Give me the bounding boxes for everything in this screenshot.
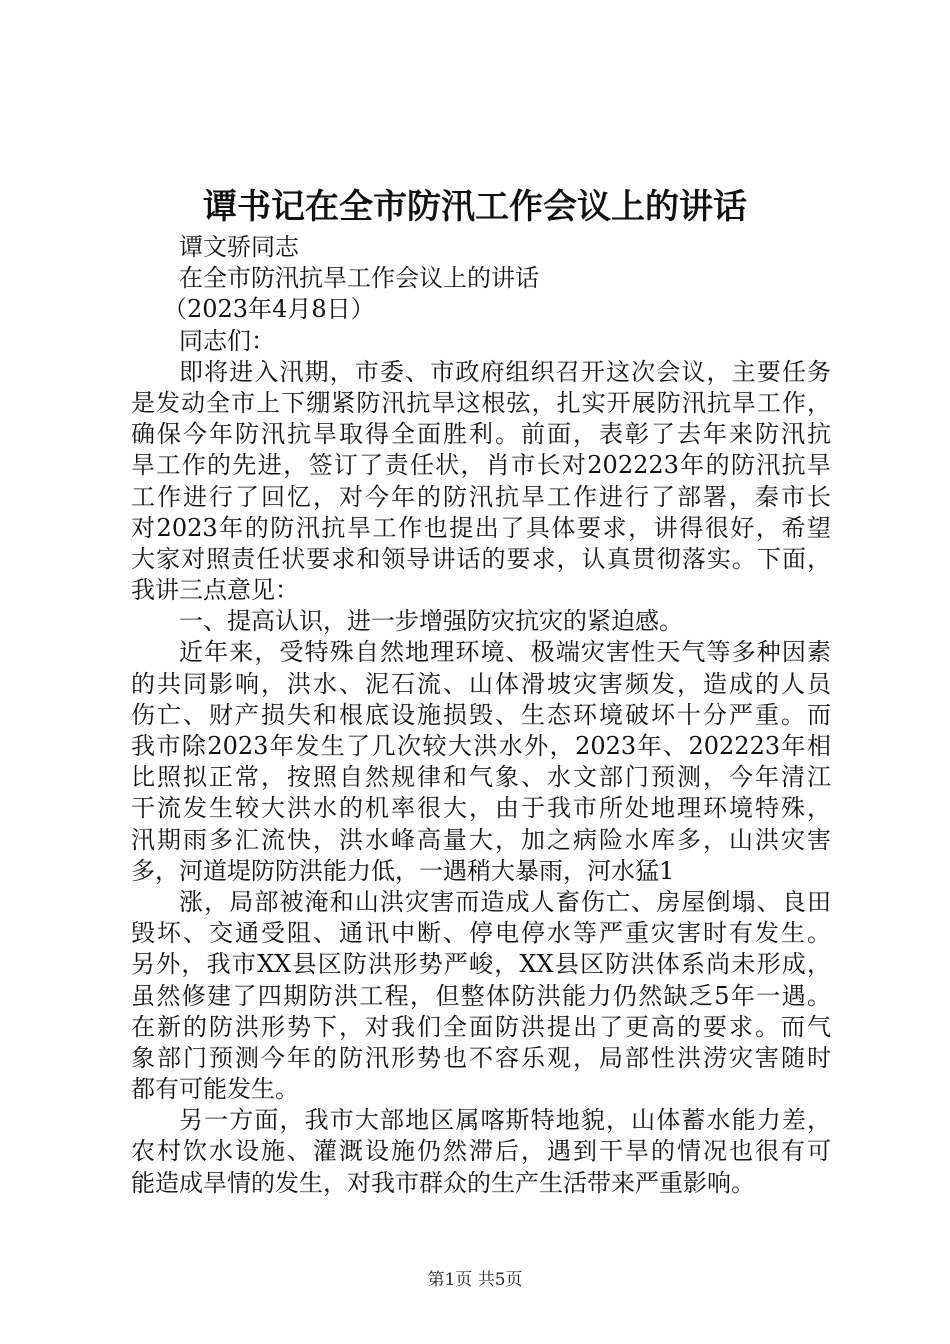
paragraph-line: 在新的防洪形势下，对我们全面防洪提出了更高的要求。而气 <box>131 1012 831 1041</box>
paragraph-line: 汛期雨多汇流快，洪水峰高量大，加之病险水库多，山洪灾害 <box>131 825 831 854</box>
speaker-line: 谭文骄同志 <box>179 233 299 261</box>
paragraph-line: 伤亡、财产损失和根底设施损毁、生态环境破坏十分严重。而 <box>131 700 831 729</box>
paragraph-line: 干流发生较大洪水的机率很大，由于我市所处地理环境特殊， <box>131 794 831 823</box>
paragraph-line: 我讲三点意见： <box>131 576 299 605</box>
paragraph-line: 的共同影响，洪水、泥石流、山体滑坡灾害频发，造成的人员 <box>131 669 831 698</box>
paragraph-line: 涨，局部被淹和山洪灾害而造成人畜伤亡、房屋倒塌、良田 <box>179 887 831 916</box>
paragraph-line: 即将进入汛期，市委、市政府组织召开这次会议，主要任务 <box>179 357 831 386</box>
salutation: 同志们： <box>179 326 275 355</box>
paragraph-line: 是发动全市上下绷紧防汛抗旱这根弦，扎实开展防汛抗旱工作， <box>131 388 831 417</box>
paragraph-line: 能造成旱情的发生，对我市群众的生产生活带来严重影响。 <box>131 1168 755 1197</box>
paragraph-line: 另外，我市XX县区防洪形势严峻，XX县区防洪体系尚未形成， <box>131 950 831 979</box>
paragraph-line: 确保今年防汛抗旱取得全面胜利。前面，表彰了去年来防汛抗 <box>131 420 831 449</box>
paragraph-line: 近年来，受特殊自然地理环境、极端灾害性天气等多种因素 <box>179 638 831 667</box>
page-footer: 第1页 共5页 <box>427 1270 523 1290</box>
section-heading: 一、提高认识，进一步增强防灾抗灾的紧迫感。 <box>179 607 683 636</box>
speech-subtitle: 在全市防汛抗旱工作会议上的讲话 <box>179 264 539 293</box>
paragraph-line: 农村饮水设施、灌溉设施仍然滞后，遇到干旱的情况也很有可 <box>131 1137 831 1166</box>
document-body <box>131 232 831 1199</box>
document-title: 谭书记在全市防汛工作会议上的讲话 <box>203 187 747 227</box>
paragraph-line: 旱工作的先进，签订了责任状，肖市长对202223年的防汛抗旱 <box>131 451 831 480</box>
paragraph-line: 比照拟正常，按照自然规律和气象、水文部门预测，今年清江 <box>131 763 831 792</box>
paragraph-line: 毁坏、交通受阻、通讯中断、停电停水等严重灾害时有发生。 <box>131 919 831 948</box>
paragraph-line: 工作进行了回忆，对今年的防汛抗旱工作进行了部署，秦市长 <box>131 482 831 511</box>
paragraph-line: 象部门预测今年的防汛形势也不容乐观，局部性洪涝灾害随时 <box>131 1043 831 1072</box>
paragraph-line: 多，河道堤防防洪能力低，一遇稍大暴雨，河水猛1 <box>131 856 675 885</box>
paragraph-line: 都有可能发生。 <box>131 1075 299 1104</box>
paragraph-line: 另一方面，我市大部地区属喀斯特地貌，山体蓄水能力差， <box>179 1106 831 1135</box>
paragraph-line: 大家对照责任状要求和领导讲话的要求，认真贯彻落实。下面， <box>131 544 831 573</box>
paragraph-line: 我市除2023年发生了几次较大洪水外，2023年、202223年相 <box>131 732 831 760</box>
paragraph-line: 对2023年的防汛抗旱工作也提出了具体要求，讲得很好，希望 <box>131 513 831 542</box>
paragraph-line: 虽然修建了四期防洪工程，但整体防洪能力仍然缺乏5年一遇。 <box>131 981 831 1010</box>
speech-date: （2023年4月8日） <box>163 295 375 324</box>
